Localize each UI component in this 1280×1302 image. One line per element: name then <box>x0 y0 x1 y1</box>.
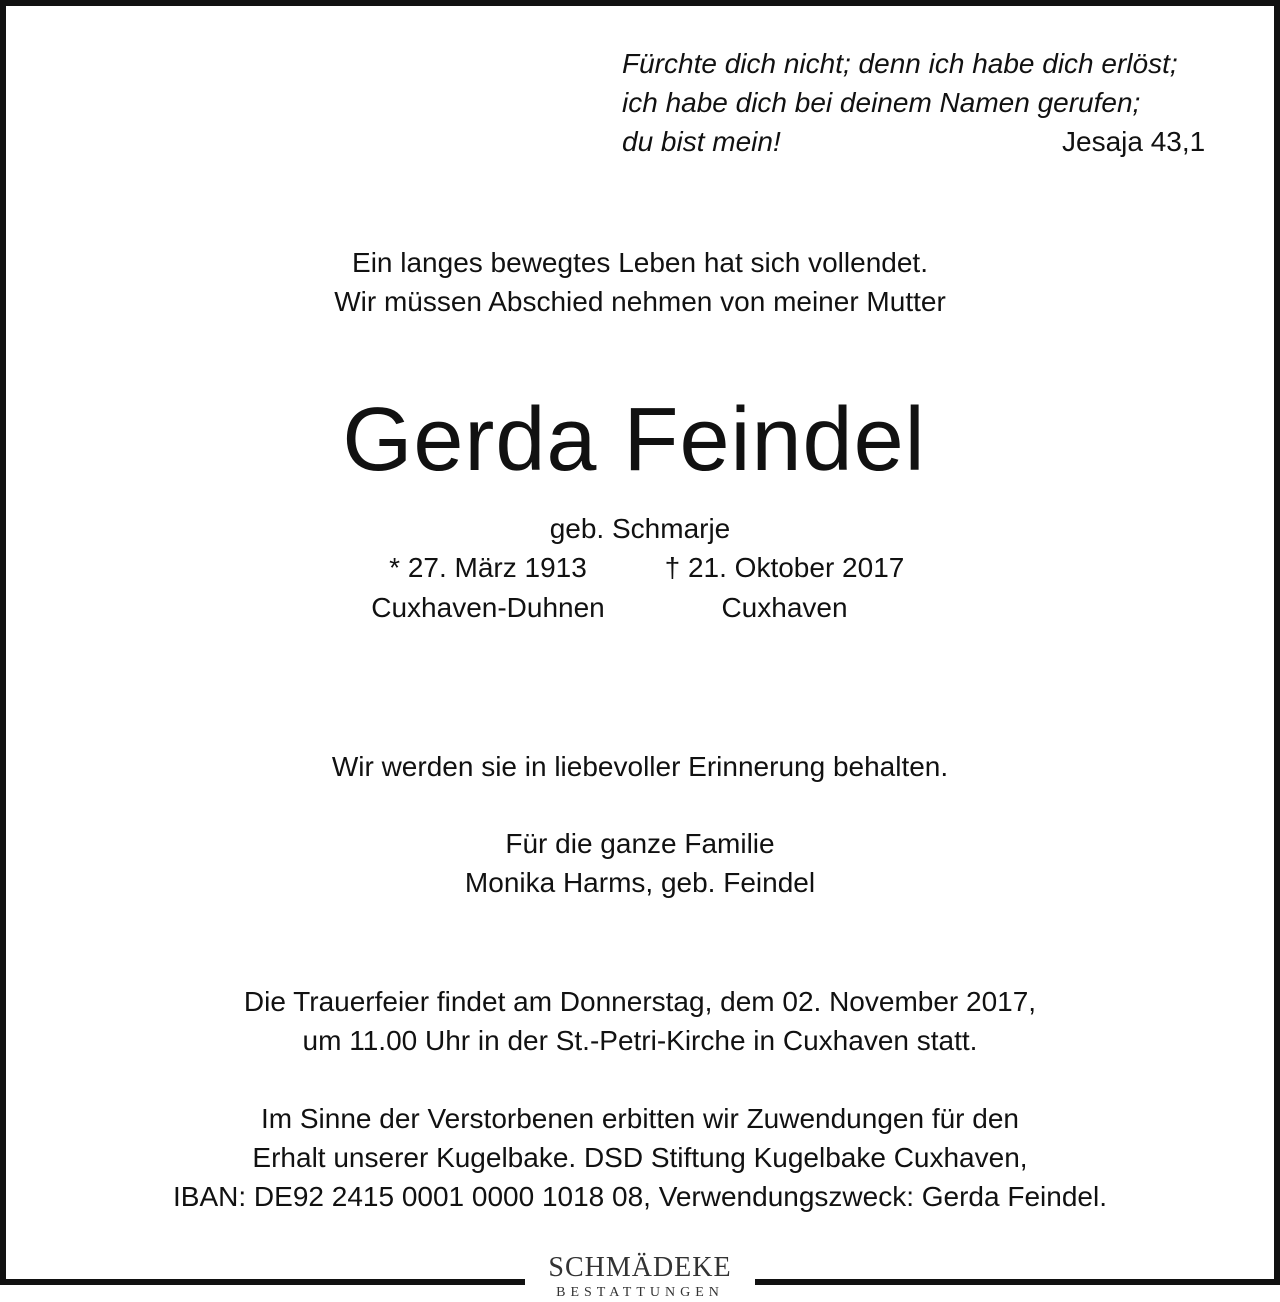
birth-info <box>363 548 613 628</box>
bottom-border-left <box>0 1279 525 1285</box>
death-date: † 21. Oktober 2017 <box>664 552 905 583</box>
bible-verse <box>622 44 1222 161</box>
donation-line: IBAN: DE92 2415 0001 0000 1018 08, Verwendungszweck: Gerda Feindel. <box>173 1181 1107 1212</box>
verse-reference: Jesaja 43,1 <box>1062 126 1206 157</box>
service-line: um 11.00 Uhr in der St.-Petri-Kirche in Cuxhaven statt. <box>302 1025 978 1056</box>
maiden-name: geb. Schmarje <box>549 513 731 544</box>
remembrance-text: Wir werden sie in liebevoller Erinnerung behalten. <box>331 751 949 782</box>
funeral-home-logo <box>530 1252 750 1302</box>
verse-line: du bist mein! <box>622 126 781 157</box>
death-place: Cuxhaven <box>721 592 848 623</box>
death-info <box>652 548 917 628</box>
bottom-border-right <box>755 1279 1280 1285</box>
family-line: Monika Harms, geb. Feindel <box>464 867 816 898</box>
funeral-home-name: SCHMÄDEKE <box>548 1252 732 1283</box>
verse-line: ich habe dich bei deinem Namen gerufen; <box>622 87 1141 118</box>
donation-info <box>0 1099 1280 1216</box>
service-line: Die Trauerfeier findet am Donnerstag, dem 02. November 2017, <box>243 986 1037 1017</box>
donation-line: Im Sinne der Verstorbenen erbitten wir Zuwendungen für den <box>260 1103 1019 1134</box>
funeral-home-subtitle: BESTATTUNGEN <box>556 1285 724 1300</box>
intro-text <box>0 243 1280 321</box>
intro-line: Wir müssen Abschied nehmen von meiner Mutter <box>334 286 946 317</box>
donation-line: Erhalt unserer Kugelbake. DSD Stiftung Kugelbake Cuxhaven, <box>252 1142 1028 1173</box>
verse-line: Fürchte dich nicht; denn ich habe dich erlöst; <box>622 48 1178 79</box>
birth-date: * 27. März 1913 <box>389 552 587 583</box>
family-signature <box>0 824 1280 902</box>
birth-place: Cuxhaven-Duhnen <box>371 592 605 623</box>
intro-line: Ein langes bewegtes Leben hat sich vollendet. <box>352 247 928 278</box>
deceased-name: Gerda Feindel <box>342 390 926 490</box>
funeral-service-info <box>0 982 1280 1060</box>
family-line: Für die ganze Familie <box>505 828 775 859</box>
